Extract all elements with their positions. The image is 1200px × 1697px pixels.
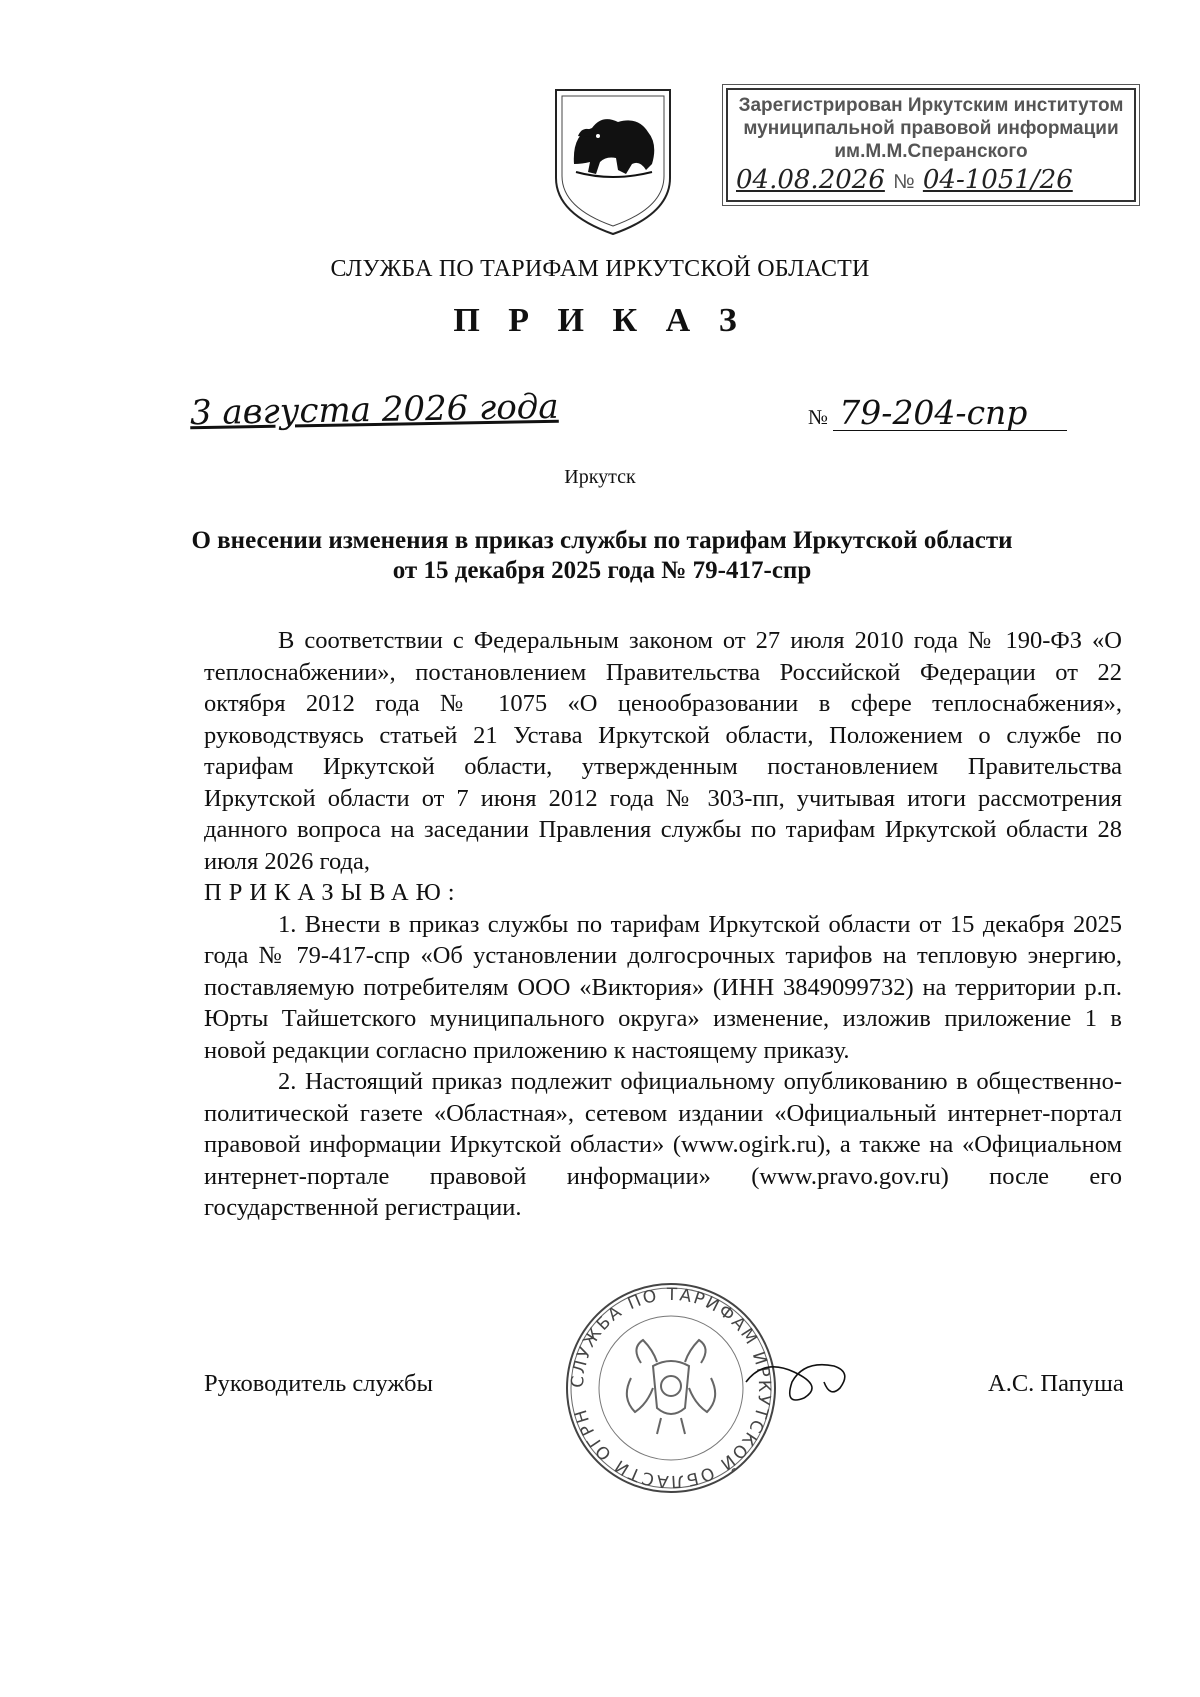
document-title — [150, 526, 1054, 586]
item-2-paragraph: 2. Настоящий приказ подлежит официальному опубликованию в общественно-политической газете «Областная», сетевом издании «Официальный интернет-портал правовой информации Иркутской области» (www.ogirk.ru), а также на «Официальном интернет-портале правовой информации» (www.pravo.gov.ru) после его государственной регистрации. — [204, 1068, 1122, 1221]
registration-line-2: муниципальной правовой информации — [743, 118, 1119, 139]
document-type: П Р И К А З — [453, 302, 747, 339]
order-date: 3 августа 2026 года — [189, 386, 559, 434]
registration-stamp — [726, 88, 1136, 202]
signer-name: А.С. Папуша — [988, 1370, 1124, 1397]
coat-of-arms-emblem — [552, 86, 674, 238]
agency-name: СЛУЖБА ПО ТАРИФАМ ИРКУТСКОЙ ОБЛАСТИ — [330, 256, 870, 282]
registration-date: 04.08.2026 — [736, 165, 885, 195]
item-1-paragraph: 1. Внести в приказ службы по тарифам Иркутской области от 15 декабря 2025 года № 79-417-спр «Об установлении долгосрочных тарифов на тепловую энергию, поставляемую потребителям ООО «Виктория» (ИНН 3849099732) на территории р.п. Юрты Тайшетского муниципального округа» изменение, изложив приложение 1 в новой редакции согласно приложению к настоящему приказу. — [204, 910, 1122, 1064]
decree-word: ПРИКАЗЫВАЮ: — [204, 879, 462, 906]
registration-record — [728, 165, 1134, 195]
registration-number: 04-1051/26 — [922, 165, 1073, 195]
seal-text: СЛУЖБА ПО ТАРИФАМ ИРКУТСКОЙ ОБЛАСТИ ОГРН — [567, 1284, 775, 1492]
city: Иркутск — [564, 466, 636, 488]
order-number: 79-204-спр — [833, 396, 1067, 431]
title-line-1: О внесении изменения в приказ службы по тарифам Иркутской области — [191, 527, 1013, 554]
document-body — [204, 625, 1122, 1224]
handwritten-signature — [744, 1352, 854, 1408]
preamble-paragraph: В соответствии с Федеральным законом от 27 июля 2010 года № 190-ФЗ «О теплоснабжении», постановлением Правительства Российской Федерации от 22 октября 2012 года № 1075 «О ценообразовании в сфере теплоснабжения», руководствуясь статьей 21 Устава Иркутской области, Положением о службе по тарифам Иркутской области, утвержденным постановлением Правительства Иркутской области от 7 июня 2012 года № 303-пп, учитывая итоги рассмотрения данного вопроса на заседании Правления службы по тарифам Иркутской области 28 июля 2026 года, — [204, 627, 1122, 875]
order-number-sign: № — [808, 405, 829, 429]
order-number-row — [808, 393, 1078, 432]
registration-line-1: Зарегистрирован Иркутским институтом — [738, 95, 1124, 116]
registration-line-3: им.М.М.Сперанского — [834, 141, 1028, 162]
registration-number-sign: № — [893, 171, 915, 193]
signer-title: Руководитель службы — [204, 1370, 433, 1397]
title-line-2: от 15 декабря 2025 года № 79-417-спр — [392, 557, 812, 584]
